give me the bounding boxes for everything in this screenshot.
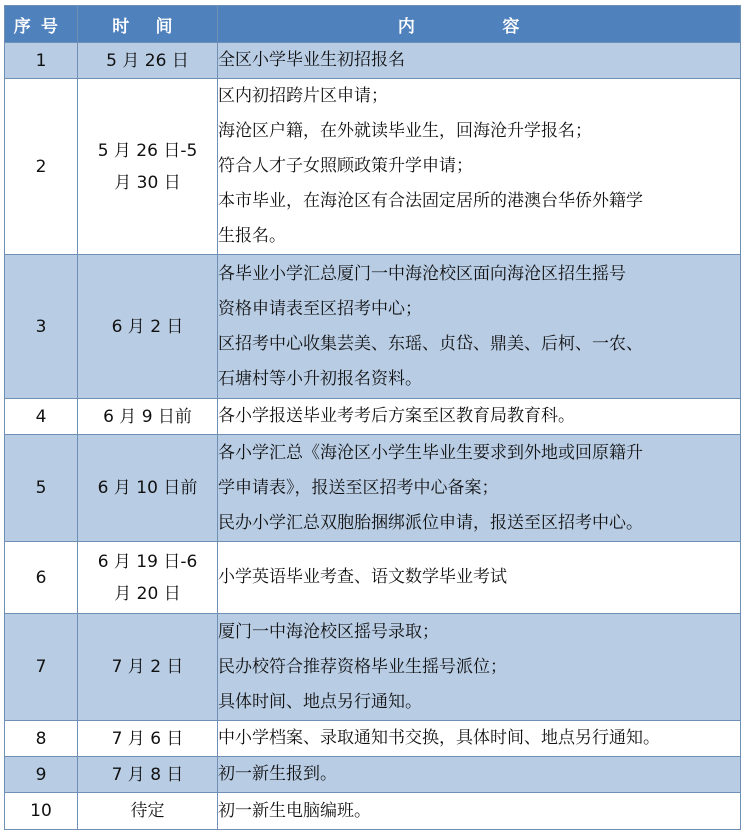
row-number: 1 [5,43,78,79]
row-number: 10 [5,793,78,830]
table-row [5,43,741,79]
row-number: 4 [5,399,78,435]
row-content [218,255,741,399]
table-row [5,793,741,830]
row-content-line: 海沧区户籍，在外就读毕业生，回海沧升学报名； [218,121,592,141]
row-time-line: 月 30 日 [114,172,181,193]
row-content-line: 石塘村等小升初报名资料。 [218,368,422,389]
row-time [78,435,218,542]
row-time [78,614,218,721]
table-row [5,255,741,399]
row-number: 3 [5,255,78,399]
row-content-line: 中小学档案、录取通知书交换，具体时间、地点另行通知。 [218,728,660,748]
table-row [5,721,741,757]
row-content [218,793,741,830]
row-content [218,721,741,757]
row-content [218,399,741,435]
table-body [5,43,741,830]
row-content-line: 生报名。 [218,226,286,246]
row-content [218,435,741,542]
row-time-line: 月 20 日 [114,583,181,604]
row-content-line: 全区小学毕业生初招报名 [218,50,405,70]
row-content-line: 民办校符合推荐资格毕业生摇号派位； [218,656,507,677]
row-number: 6 [5,542,78,614]
header-time: 时 间 [78,6,218,43]
row-content [218,43,741,79]
header-content: 内 容 [218,6,741,43]
table-row [5,757,741,793]
row-number: 8 [5,721,78,757]
row-content [218,542,741,614]
row-number: 5 [5,435,78,542]
table-row [5,614,741,721]
row-content-line: 小学英语毕业考查、语文数学毕业考试 [218,567,507,587]
table-row [5,435,741,542]
row-content-line: 资格申请表至区招考中心； [218,298,422,319]
row-time-line: 6 月 9 日前 [103,406,192,427]
row-time [78,721,218,757]
row-content-line: 各毕业小学汇总厦门一中海沧校区面向海沧区招生摇号 [218,263,626,284]
table-row [5,399,741,435]
row-content-line: 符合人才子女照顾政策升学申请； [218,156,473,176]
table-row [5,542,741,614]
row-time [78,255,218,399]
row-content-line: 各小学汇总《海沧区小学生毕业生要求到外地或回原籍升 [218,442,643,463]
row-content-line: 初一新生报到。 [218,764,337,784]
row-content-line: 区招考中心收集芸美、东瑶、贞岱、鼎美、后柯、一农、 [218,333,643,354]
row-number: 7 [5,614,78,721]
row-content-line: 本市毕业，在海沧区有合法固定居所的港澳台华侨外籍学 [218,191,643,211]
row-time [78,79,218,255]
row-content-line: 初一新生电脑编班。 [218,800,371,821]
row-content-line: 各小学报送毕业考考后方案至区教育局教育科。 [218,406,575,426]
header-row [5,6,741,43]
row-content-line: 区内初招跨片区申请； [218,86,388,106]
row-time-line: 7 月 2 日 [111,657,184,677]
row-time-line: 7 月 8 日 [111,764,184,785]
row-time-line: 6 月 19 日-6 [97,551,198,572]
row-time-line: 6 月 10 日前 [97,478,198,498]
row-time-line: 5 月 26 日-5 [97,140,198,161]
row-time [78,43,218,79]
row-number: 9 [5,757,78,793]
schedule-table [4,5,741,830]
row-content-line: 厦门一中海沧校区摇号录取； [218,621,439,642]
row-content-line: 学申请表》，报送至区招考中心备案； [218,477,499,498]
row-time-line: 7 月 6 日 [111,728,184,749]
row-content-line: 具体时间、地点另行通知。 [218,691,422,712]
row-content [218,79,741,255]
row-content [218,614,741,721]
row-content [218,757,741,793]
row-time [78,542,218,614]
row-time-line: 5 月 26 日 [106,50,189,71]
row-number: 2 [5,79,78,255]
header-number: 序号 [5,6,78,43]
row-time [78,399,218,435]
row-time [78,793,218,830]
row-time-line: 6 月 2 日 [111,316,184,337]
row-time [78,757,218,793]
table-row [5,79,741,255]
row-time-line: 待定 [130,801,165,821]
row-content-line: 民办小学汇总双胞胎捆绑派位申请，报送至区招考中心。 [218,512,643,533]
